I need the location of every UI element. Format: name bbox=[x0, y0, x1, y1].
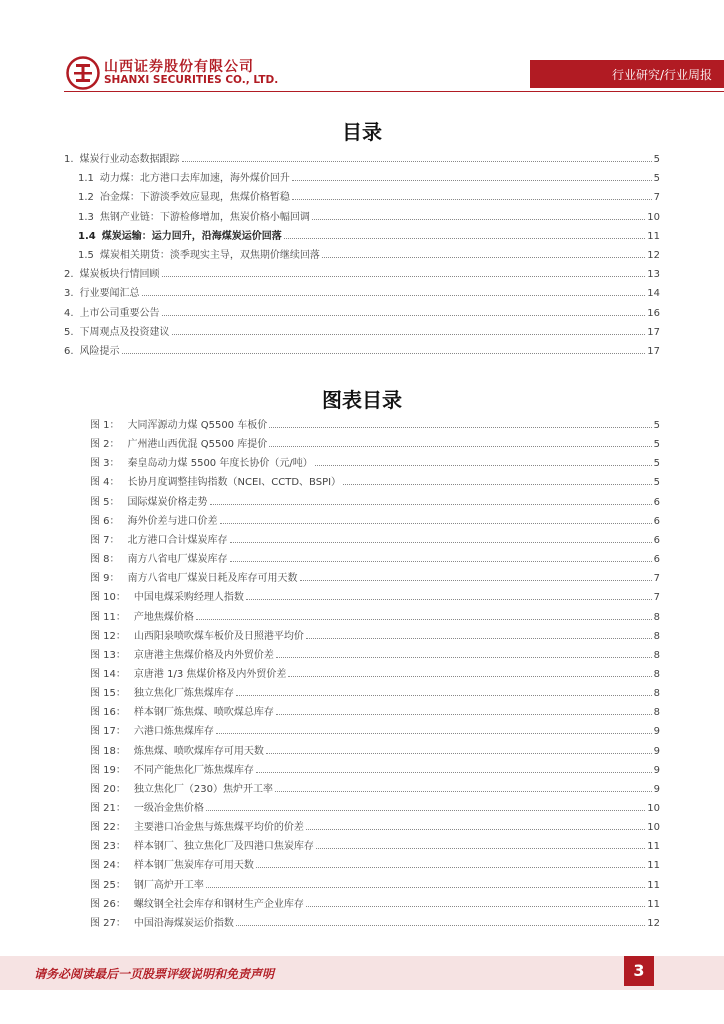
figure-entry-label: 南方八省电厂煤炭日耗及库存可用天数 bbox=[127, 573, 298, 585]
dot-leader bbox=[266, 753, 652, 754]
figure-entry-number: 图 4： bbox=[90, 477, 120, 489]
figure-entry-number: 图 19： bbox=[90, 764, 126, 776]
dot-leader bbox=[312, 219, 645, 220]
figure-entry-number: 图 7： bbox=[90, 534, 120, 546]
dot-leader bbox=[269, 446, 651, 447]
toc-entry[interactable] bbox=[78, 244, 660, 261]
figure-entry[interactable] bbox=[90, 567, 660, 584]
figure-entry[interactable] bbox=[90, 471, 660, 488]
toc-entry-number: 4. bbox=[64, 307, 74, 319]
toc-entry-number: 1.4 bbox=[78, 230, 96, 242]
figure-entry-label: 京唐港主焦煤价格及内外贸价差 bbox=[133, 649, 274, 661]
figure-entry-page: 8 bbox=[653, 630, 660, 642]
figure-entry-number: 图 25： bbox=[90, 879, 126, 891]
figure-entry[interactable] bbox=[90, 912, 660, 929]
toc-entry-label: 下周观点及投资建议 bbox=[79, 326, 170, 338]
figure-entry-number: 图 14： bbox=[90, 668, 126, 680]
figure-entry-page: 8 bbox=[653, 668, 660, 680]
figure-entry-number: 图 9： bbox=[90, 573, 120, 585]
page-number: 3 bbox=[624, 956, 654, 986]
figure-entry-number: 图 17： bbox=[90, 726, 126, 738]
figure-entry[interactable] bbox=[90, 816, 660, 833]
header-divider bbox=[64, 91, 724, 92]
figure-entry[interactable] bbox=[90, 586, 660, 603]
figure-entry[interactable] bbox=[90, 414, 660, 431]
figure-entry-page: 9 bbox=[653, 783, 660, 795]
dot-leader bbox=[230, 561, 652, 562]
figure-entry-label: 大同浑源动力煤 Q5500 车板价 bbox=[127, 420, 268, 431]
figure-entry-label: 秦皇岛动力煤 5500 年度长协价（元/吨） bbox=[127, 458, 313, 470]
figure-entry[interactable] bbox=[90, 740, 660, 757]
dot-leader bbox=[300, 580, 652, 581]
dot-leader bbox=[196, 619, 652, 620]
figure-entry-label: 一级冶金焦价格 bbox=[133, 803, 204, 814]
page-header bbox=[0, 0, 724, 92]
figure-entry-label: 螺纹钢全社会库存和钢材生产企业库存 bbox=[133, 898, 304, 910]
figure-entry-label: 不同产能焦化厂炼焦煤库存 bbox=[133, 764, 254, 776]
figure-entry[interactable] bbox=[90, 797, 660, 814]
figure-entry-number: 图 22： bbox=[90, 822, 126, 834]
company-name-en: SHANXI SECURITIES CO., LTD. bbox=[104, 74, 279, 86]
figure-entry-label: 南方八省电厂煤炭库存 bbox=[127, 554, 228, 566]
figure-entry-number: 图 21： bbox=[90, 803, 126, 814]
figure-entry-label: 海外价差与进口价差 bbox=[127, 515, 218, 527]
figure-entry-number: 图 26： bbox=[90, 898, 126, 910]
figure-entry-number: 图 12： bbox=[90, 630, 126, 642]
figure-entry-label: 样本钢厂、独立焦化厂及四港口焦炭库存 bbox=[133, 841, 314, 853]
dot-leader bbox=[276, 657, 652, 658]
toc-entry[interactable] bbox=[78, 167, 660, 184]
figure-entry-number: 图 16： bbox=[90, 707, 126, 719]
figure-entry-page: 5 bbox=[653, 420, 660, 431]
figure-entry-page: 11 bbox=[647, 879, 660, 891]
figure-entry-page: 10 bbox=[647, 822, 660, 834]
figure-entry[interactable] bbox=[90, 452, 660, 469]
figure-entry-page: 11 bbox=[647, 841, 660, 853]
dot-leader bbox=[230, 542, 652, 543]
figure-entry-number: 图 3： bbox=[90, 458, 120, 470]
figure-entry[interactable] bbox=[90, 682, 660, 699]
figure-entry-page: 12 bbox=[647, 917, 660, 929]
figure-entry-page: 9 bbox=[653, 745, 660, 757]
figure-entry-page: 7 bbox=[653, 573, 660, 585]
figure-entry-page: 9 bbox=[653, 726, 660, 738]
figure-entry-label: 长协月度调整挂钩指数（NCEI、CCTD、BSPI） bbox=[127, 477, 342, 489]
figure-entry-label: 炼焦煤、喷吹煤库存可用天数 bbox=[133, 745, 264, 757]
figure-entry-page: 5 bbox=[653, 458, 660, 470]
figure-entry-number: 图 27： bbox=[90, 917, 126, 929]
figure-entry-label: 独立焦化厂炼焦煤库存 bbox=[133, 688, 234, 700]
figure-entry-number: 图 23： bbox=[90, 841, 126, 853]
toc-entry[interactable] bbox=[64, 282, 660, 299]
toc-entry[interactable] bbox=[78, 186, 660, 203]
dot-leader bbox=[162, 276, 646, 277]
figure-entry[interactable] bbox=[90, 893, 660, 910]
dot-leader bbox=[236, 695, 652, 696]
toc-entry-number: 1. bbox=[64, 154, 74, 165]
figure-entry[interactable] bbox=[90, 663, 660, 680]
dot-leader bbox=[206, 887, 645, 888]
figure-entry-page: 5 bbox=[653, 439, 660, 451]
toc-entry[interactable] bbox=[64, 321, 660, 338]
company-name-cn: 山西证券股份有限公司 bbox=[104, 59, 254, 75]
figure-entry-label: 北方港口合计煤炭库存 bbox=[127, 534, 228, 546]
figure-entry-label: 中国沿海煤炭运价指数 bbox=[133, 917, 234, 929]
toc-entry-page: 7 bbox=[653, 192, 660, 204]
toc-entry[interactable] bbox=[64, 340, 660, 357]
toc-entry-label: 动力煤：北方港口去库加速，海外煤价回升 bbox=[99, 173, 290, 185]
figure-entry-number: 图 2： bbox=[90, 439, 120, 451]
dot-leader bbox=[306, 829, 645, 830]
toc-entry-number: 1.1 bbox=[78, 173, 94, 185]
dot-leader bbox=[288, 676, 651, 677]
toc-entry[interactable] bbox=[78, 206, 660, 223]
dot-leader bbox=[172, 334, 646, 335]
toc-entry[interactable] bbox=[78, 225, 660, 242]
dot-leader bbox=[292, 180, 652, 181]
figures-title: 图表目录 bbox=[322, 388, 402, 412]
toc-title: 目录 bbox=[342, 120, 382, 144]
dot-leader bbox=[182, 161, 652, 162]
toc-entry-page: 14 bbox=[647, 288, 660, 300]
dot-leader bbox=[343, 484, 652, 485]
toc-entry-number: 3. bbox=[64, 288, 74, 300]
figure-entry[interactable] bbox=[90, 606, 660, 623]
figure-entry[interactable] bbox=[90, 510, 660, 527]
figure-entry-label: 独立焦化厂（230）焦炉开工率 bbox=[133, 783, 273, 795]
figure-entry-label: 广州港山西优混 Q5500 库提价 bbox=[127, 439, 268, 451]
figure-entry-page: 8 bbox=[653, 611, 660, 623]
dot-leader bbox=[306, 906, 645, 907]
dot-leader bbox=[206, 810, 645, 811]
figure-entry-page: 11 bbox=[647, 898, 660, 910]
dot-leader bbox=[284, 238, 646, 239]
toc-entry-number: 1.3 bbox=[78, 211, 94, 223]
figure-entry[interactable] bbox=[90, 625, 660, 642]
figure-entry-number: 图 20： bbox=[90, 783, 126, 795]
toc-entry-label: 煤炭相关期货：淡季现实主导，双焦期价继续回落 bbox=[99, 250, 320, 261]
toc-entry-label: 煤炭运输：运力回升，沿海煤炭运价回落 bbox=[101, 230, 282, 242]
figure-entry-label: 主要港口冶金焦与炼焦煤平均价的价差 bbox=[133, 822, 304, 834]
figure-entry-page: 6 bbox=[653, 554, 660, 566]
figure-entry-page: 8 bbox=[653, 688, 660, 700]
figure-entry-number: 图 18： bbox=[90, 745, 126, 757]
figure-entry[interactable] bbox=[90, 854, 660, 871]
figure-entry-number: 图 10： bbox=[90, 592, 126, 604]
figure-entry-page: 8 bbox=[653, 707, 660, 719]
toc-entry-page: 17 bbox=[647, 326, 660, 338]
figure-entry[interactable] bbox=[90, 644, 660, 661]
toc-entry-label: 冶金煤：下游淡季效应显现，焦煤价格暂稳 bbox=[99, 192, 290, 204]
figure-entry-label: 产地焦煤价格 bbox=[133, 611, 194, 623]
figure-entry-label: 国际煤炭价格走势 bbox=[127, 496, 208, 508]
figure-entry-number: 图 8： bbox=[90, 554, 120, 566]
dot-leader bbox=[315, 465, 652, 466]
figure-entry[interactable] bbox=[90, 720, 660, 737]
toc-entry-number: 5. bbox=[64, 326, 74, 338]
toc-entry-label: 行业要闻汇总 bbox=[79, 288, 140, 300]
shanxi-securities-logo-icon bbox=[66, 56, 100, 90]
toc-entry-label: 煤炭板块行情回顾 bbox=[79, 269, 160, 281]
figure-entry-label: 六港口炼焦煤库存 bbox=[133, 726, 214, 738]
dot-leader bbox=[316, 848, 645, 849]
dot-leader bbox=[122, 353, 646, 354]
dot-leader bbox=[210, 504, 652, 505]
toc-entry-number: 6. bbox=[64, 346, 74, 357]
dot-leader bbox=[142, 295, 646, 296]
dot-leader bbox=[306, 638, 652, 639]
toc-entry-label: 上市公司重要公告 bbox=[79, 307, 160, 319]
report-category-band bbox=[530, 60, 724, 88]
toc-entry-number: 1.5 bbox=[78, 250, 94, 261]
toc-entry-page: 5 bbox=[653, 154, 660, 165]
figure-entry-number: 图 24： bbox=[90, 860, 126, 872]
figure-entry-page: 6 bbox=[653, 515, 660, 527]
toc-entry-page: 13 bbox=[647, 269, 660, 281]
toc-entry[interactable] bbox=[64, 302, 660, 319]
dot-leader bbox=[216, 733, 652, 734]
dot-leader bbox=[292, 199, 652, 200]
toc-entry-page: 11 bbox=[647, 230, 660, 242]
figure-entry-page: 5 bbox=[653, 477, 660, 489]
report-category: 行业研究/行业周报 bbox=[611, 68, 712, 82]
figure-entry-page: 6 bbox=[653, 496, 660, 508]
figure-entry-number: 图 11： bbox=[90, 611, 126, 623]
page-footer bbox=[0, 956, 724, 990]
dot-leader bbox=[236, 925, 645, 926]
toc-entry-page: 17 bbox=[647, 346, 660, 357]
figure-entry[interactable] bbox=[90, 548, 660, 565]
dot-leader bbox=[276, 714, 652, 715]
figure-entry-number: 图 15： bbox=[90, 688, 126, 700]
toc-entry-label: 煤炭行业动态数据跟踪 bbox=[79, 154, 180, 165]
dot-leader bbox=[162, 315, 646, 316]
figure-entry[interactable] bbox=[90, 529, 660, 546]
toc-entry-page: 16 bbox=[647, 307, 660, 319]
figure-entry-label: 样本钢厂焦炭库存可用天数 bbox=[133, 860, 254, 872]
toc-entry[interactable] bbox=[64, 148, 660, 165]
figure-entry-number: 图 6： bbox=[90, 515, 120, 527]
figure-entry-label: 钢厂高炉开工率 bbox=[133, 879, 204, 891]
figure-entry-label: 中国电煤采购经理人指数 bbox=[133, 592, 244, 604]
figure-entry-page: 7 bbox=[653, 592, 660, 604]
figure-entry[interactable] bbox=[90, 491, 660, 508]
toc-entry-number: 2. bbox=[64, 269, 74, 281]
figure-entry-page: 6 bbox=[653, 534, 660, 546]
figure-entry[interactable] bbox=[90, 835, 660, 852]
figure-entry-label: 京唐港 1/3 焦煤价格及内外贸价差 bbox=[133, 668, 287, 680]
figure-entry-page: 11 bbox=[647, 860, 660, 872]
dot-leader bbox=[256, 867, 645, 868]
dot-leader bbox=[256, 772, 652, 773]
dot-leader bbox=[246, 599, 652, 600]
toc-entry-page: 5 bbox=[653, 173, 660, 185]
toc-entry-page: 12 bbox=[647, 250, 660, 261]
figure-entry[interactable] bbox=[90, 874, 660, 891]
figure-entry-page: 9 bbox=[653, 764, 660, 776]
figure-entry-number: 图 5： bbox=[90, 496, 120, 508]
toc-entry-page: 10 bbox=[647, 211, 660, 223]
dot-leader bbox=[322, 257, 645, 258]
toc-entry-label: 风险提示 bbox=[79, 346, 120, 357]
figure-entry-page: 8 bbox=[653, 649, 660, 661]
toc-entry[interactable] bbox=[64, 263, 660, 280]
figure-entry[interactable] bbox=[90, 433, 660, 450]
figure-entry-label: 样本钢厂炼焦煤、喷吹煤总库存 bbox=[133, 707, 274, 719]
figure-entry[interactable] bbox=[90, 701, 660, 718]
figure-entry[interactable] bbox=[90, 759, 660, 776]
toc-entry-label: 焦钢产业链：下游检修增加，焦炭价格小幅回调 bbox=[99, 211, 310, 223]
figure-entry-number: 图 13： bbox=[90, 649, 126, 661]
disclaimer-notice: 请务必阅读最后一页股票评级说明和免责声明 bbox=[34, 967, 275, 981]
figure-entry-page: 10 bbox=[647, 803, 660, 814]
dot-leader bbox=[269, 427, 651, 428]
figure-entry-label: 山西阳泉喷吹煤车板价及日照港平均价 bbox=[133, 630, 304, 642]
figure-entry-number: 图 1： bbox=[90, 420, 120, 431]
dot-leader bbox=[220, 523, 652, 524]
dot-leader bbox=[275, 791, 652, 792]
figure-entry[interactable] bbox=[90, 778, 660, 795]
toc-entry-number: 1.2 bbox=[78, 192, 94, 204]
